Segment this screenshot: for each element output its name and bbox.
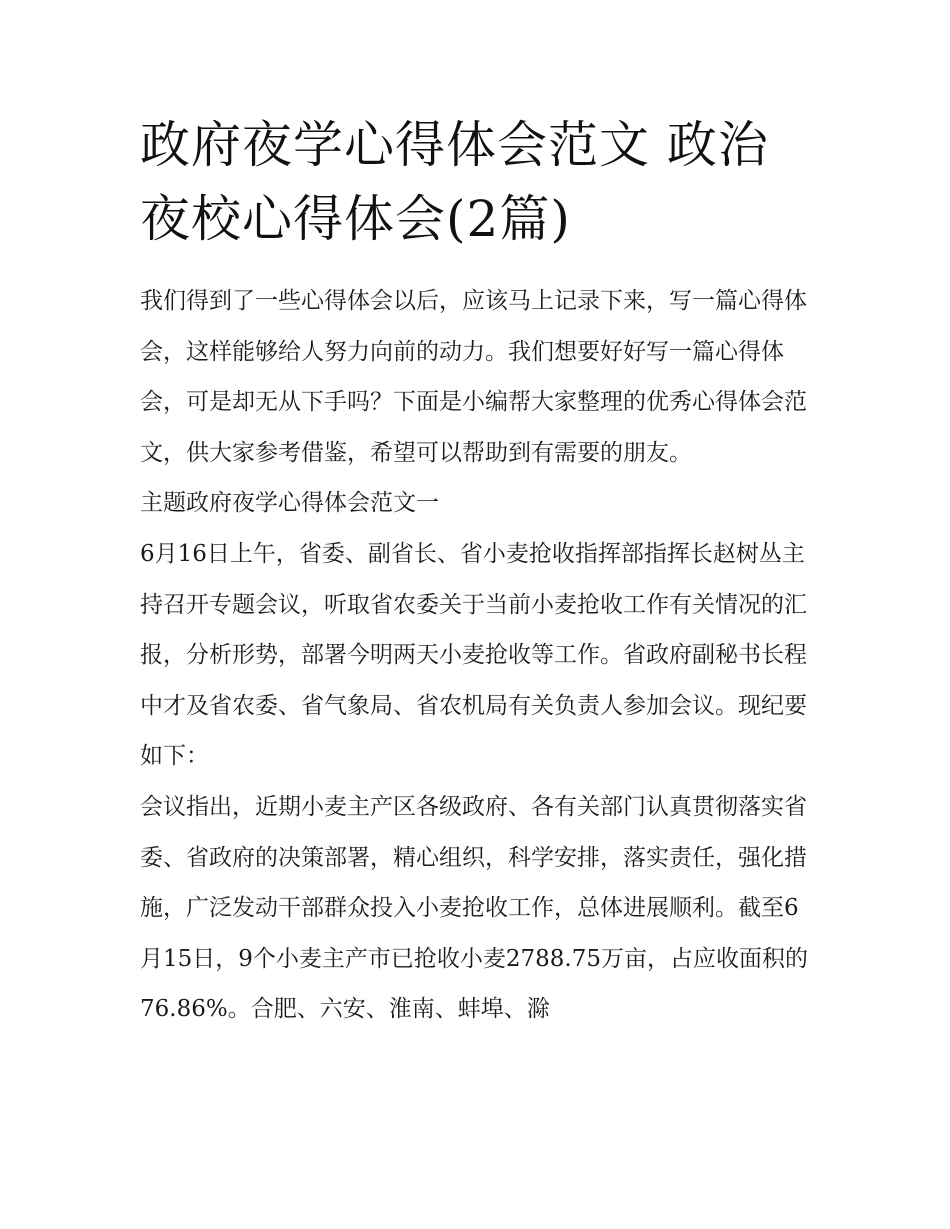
- document-title: 政府夜学心得体会范文 政治夜校心得体会(2篇): [140, 116, 769, 248]
- body-paragraph-progress: 会议指出，近期小麦主产区各级政府、各有关部门认真贯彻落实省委、省政府的决策部署，精心组织，科学安排，落实责任，强化措施，广泛发动干部群众投入小麦抢收工作，总体进展顺利。截至6月15日，9个小麦主产市已抢收小麦2788.75万亩，占应收面积的76.86%。合肥、六安、淮南、蚌埠、滁: [140, 793, 809, 1023]
- section-heading: 主题政府夜学心得体会范文一: [140, 490, 439, 517]
- body-paragraph-meeting: 6月16日上午，省委、副省长、省小麦抢收指挥部指挥长赵树丛主持召开专题会议，听取省农委关于当前小麦抢收工作有关情况的汇报，分析形势，部署今明两天小麦抢收等工作。省政府副秘书长程中才及省农委、省气象局、省农机局有关负责人参加会议。现纪要如下：: [140, 540, 807, 770]
- intro-paragraph: 我们得到了一些心得体会以后，应该马上记录下来，写一篇心得体会，这样能够给人努力向前的动力。我们想要好好写一篇心得体会，可是却无从下手吗？下面是小编帮大家整理的优秀心得体会范文，供大家参考借鉴，希望可以帮助到有需要的朋友。: [140, 288, 807, 466]
- document-page: [140, 108, 815, 1035]
